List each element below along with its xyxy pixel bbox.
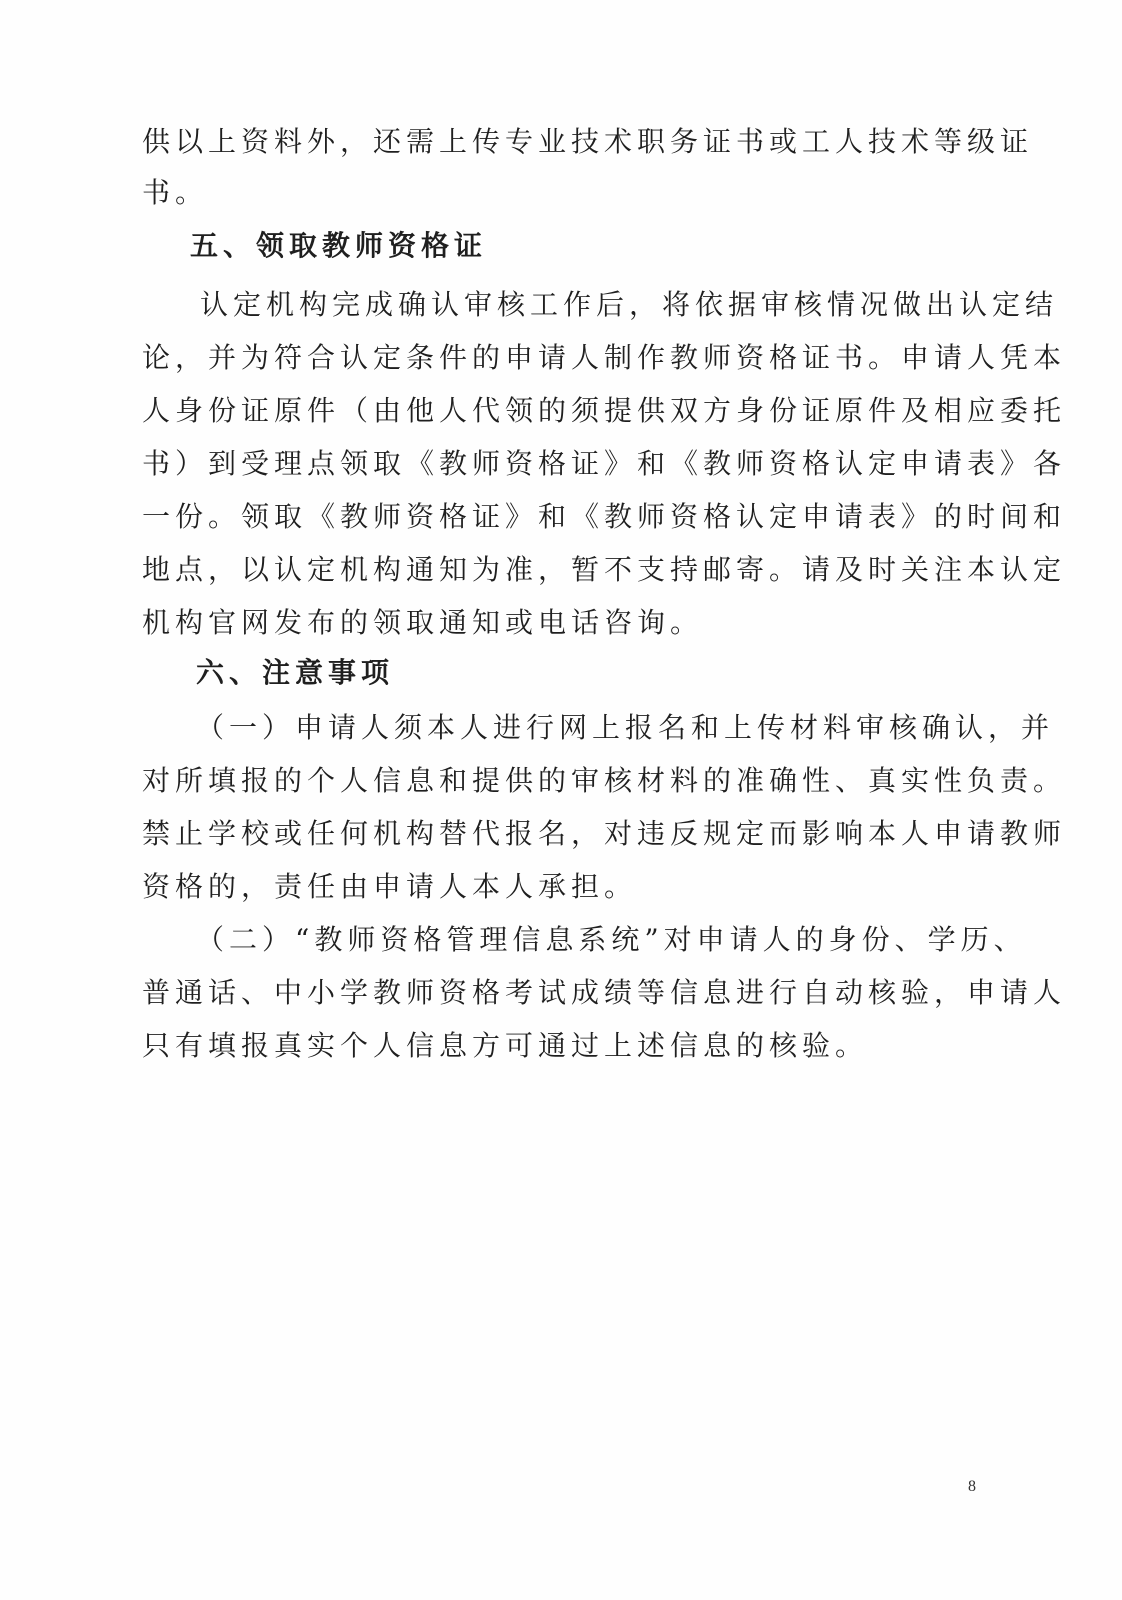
body-line: 书）到受理点领取《教师资格证》和《教师资格认定申请表》各 bbox=[142, 447, 1067, 480]
body-line: 地点，以认定机构通知为准，暂不支持邮寄。请及时关注本认定 bbox=[142, 553, 1067, 586]
page-number: 8 bbox=[968, 1478, 976, 1495]
body-line: 供以上资料外，还需上传专业技术职务证书或工人技术等级证 bbox=[142, 125, 1034, 158]
section-heading-six: 六、注意事项 bbox=[196, 656, 395, 689]
body-line: 人身份证原件（由他人代领的须提供双方身份证原件及相应委托 bbox=[142, 394, 1067, 427]
body-line: 资格的，责任由申请人本人承担。 bbox=[142, 870, 638, 903]
body-line: 书。 bbox=[142, 176, 209, 209]
body-line: 对所填报的个人信息和提供的审核材料的准确性、真实性负责。 bbox=[142, 764, 1067, 797]
body-line: 禁止学校或任何机构替代报名，对违反规定而影响本人申请教师 bbox=[142, 817, 1067, 850]
section-heading-five: 五、领取教师资格证 bbox=[190, 229, 488, 262]
body-line: 只有填报真实个人信息方可通过上述信息的核验。 bbox=[142, 1029, 869, 1062]
body-line: 论，并为符合认定条件的申请人制作教师资格证书。申请人凭本 bbox=[142, 341, 1067, 374]
body-line: 一份。领取《教师资格证》和《教师资格认定申请表》的时间和 bbox=[142, 500, 1067, 533]
body-line: 认定机构完成确认审核工作后，将依据审核情况做出认定结 bbox=[200, 288, 1059, 321]
body-line: 机构官网发布的领取通知或电话咨询。 bbox=[142, 606, 704, 639]
body-line: 普通话、中小学教师资格考试成绩等信息进行自动核验，申请人 bbox=[142, 976, 1067, 1009]
body-line: （一）申请人须本人进行网上报名和上传材料审核确认，并 bbox=[196, 711, 1055, 744]
body-line: （二）“教师资格管理信息系统”对申请人的身份、学历、 bbox=[196, 923, 1027, 956]
